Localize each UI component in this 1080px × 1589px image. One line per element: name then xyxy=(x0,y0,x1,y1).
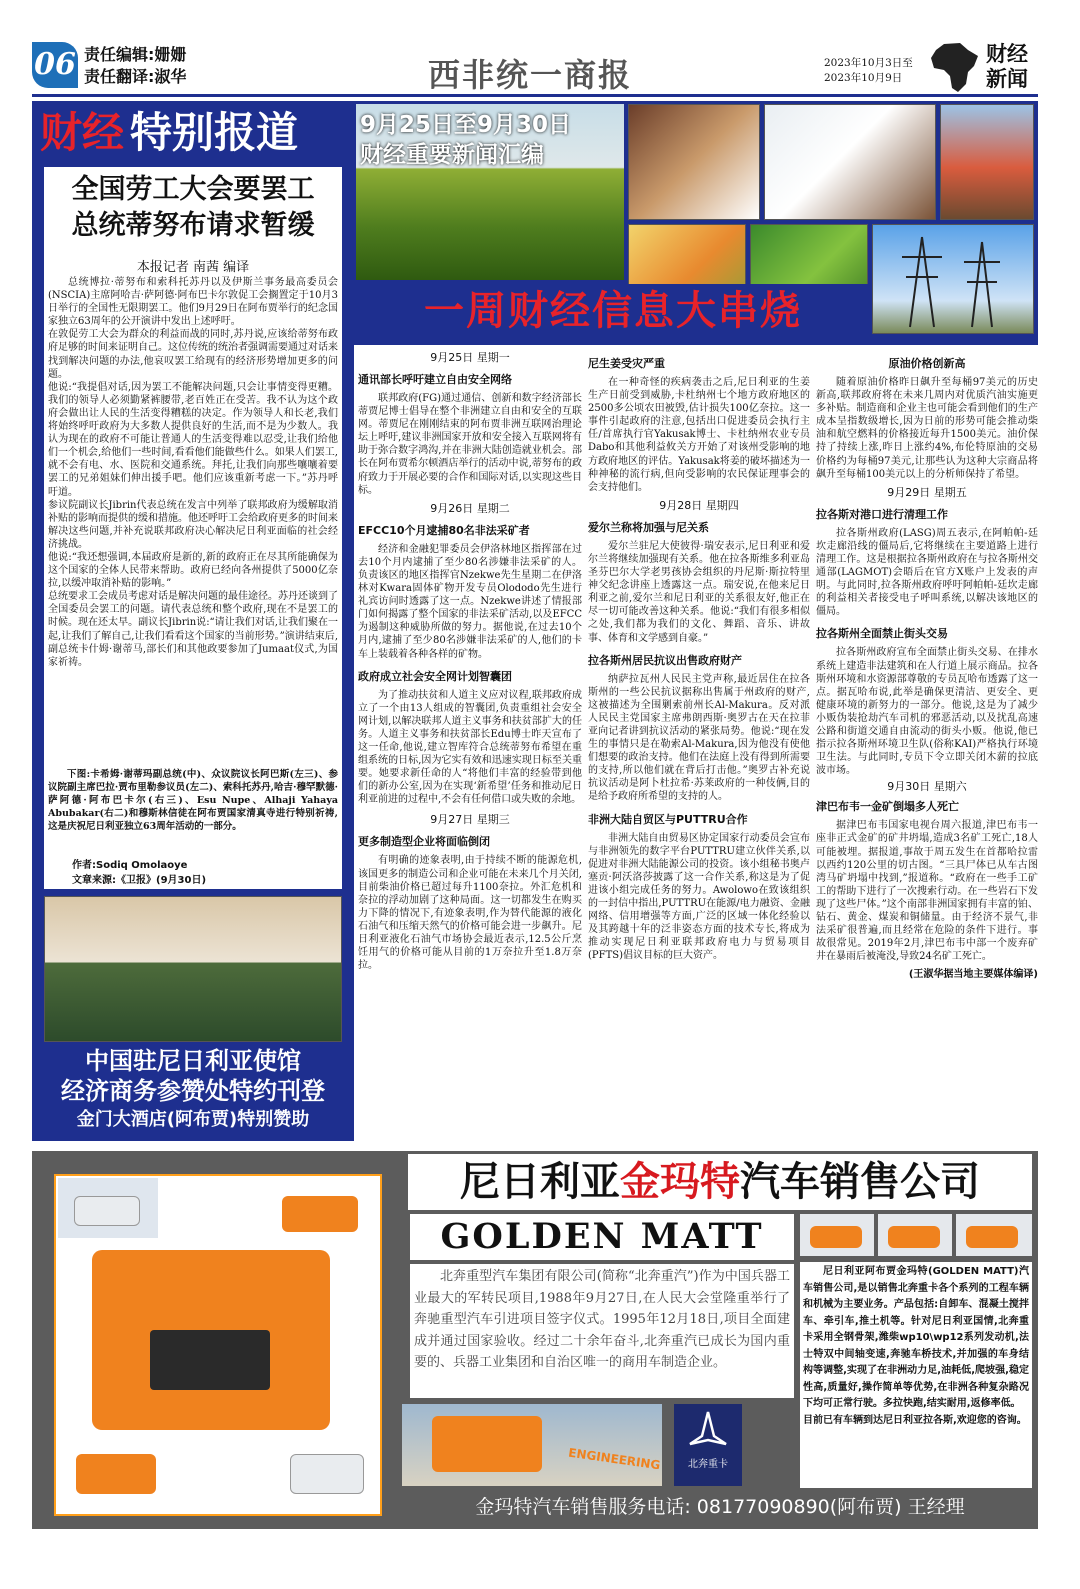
news-headline: 政府成立社会安全网计划智囊团 xyxy=(358,669,512,683)
ad-small-truck-2 xyxy=(878,1214,952,1256)
lead-byline: 本报记者 南茜 编译 xyxy=(136,260,250,275)
section-label: 财经 新闻 xyxy=(986,42,1028,91)
ad-description: 尼日利亚阿布贾金玛特(GOLDEN MATT)汽车销售公司,是以销售北奔重卡各个系列的工程车辆和机械为主要业务。产品包括:自卸车、混凝土搅拌车、牵引车,推土机等。针对尼日利亚国情,北奔重卡采用全钢骨架,潍柴wp10\wp12系列发动机,法士特双中间轴变速,奔驰车桥技术,并加强的车身结构等调整,实现了在非洲动力足,油耗低,爬坡强,稳定性高,质量好,操作简单等优势,在非洲各种复杂路况下均可正常行驶。多拉快跑,结实耐用,返修率低。 目前已有车辆到达尼日利亚拉各斯,欢迎您的咨询。 xyxy=(800,1262,1032,1488)
ad-small-truck-1 xyxy=(800,1214,874,1256)
news-headline: 津巴布韦一金矿倒塌多人死亡 xyxy=(816,800,959,814)
date-header: 9月27日 星期三 xyxy=(430,813,510,827)
ad-phone-line: 金玛特汽车销售服务电话: 08177090890(阿布贾) 王经理 xyxy=(475,1496,965,1518)
lead-source: 文章来源:《卫报》(9月30日) xyxy=(72,875,207,886)
africa-map-icon xyxy=(930,42,980,94)
lead-author: 作者:Sodiq Omolaoye xyxy=(72,860,188,871)
prayer-photo xyxy=(44,896,342,1042)
people-photo xyxy=(628,104,760,220)
date-header: 9月29日 星期五 xyxy=(887,485,967,499)
beiben-logo: 北奔重卡 xyxy=(674,1404,742,1486)
news-body: 拉各斯州政府(LASG)周五表示,在阿帕帕-廷坎走廊沿线的僵局后,它将继续在主要道路上进行清理工作。这是根据拉各斯州政府在与拉各斯州交通部(LAGMOT)会晤后在官方X账户上发表的声明。与此同时,拉各斯州政府呼吁阿帕帕-廷坎走廊的利益相关者接受电子呼叫系统,以解决该地区的僵局。 xyxy=(816,527,1038,618)
ad-truck-fleet-photo xyxy=(402,1404,662,1486)
news-body: 非洲大陆自由贸易区协定国家行动委员会宣布与非洲领先的数字平台PUTTRU建立伙伴关系,以促进对非洲大陆能源公司的投资。该小组秘书奥卢塞贡·阿沃洛莎披露了这一合作关系,称这是为了促进该小组完成任务的努力。Awolowo在致该组织的一封信中指出,PUTTRU在能源/电力融资、金融网络、信用增强等方面,广泛的区域一体化经验以及其跨越十年的泛非姿态方面的技术专长,将成为推动实现尼日利亚联邦政府电力与贸易项目(PFTS)倡议目标的巨大资产。 xyxy=(588,832,810,962)
truck-thumb-1 xyxy=(58,1178,158,1238)
ad-intro-text: 北奔重型汽车集团有限公司(简称“北奔重汽”)作为中国兵器工业最大的军转民项目,1988年9月27日,在人民大会堂隆重举行了奔驰重型汽车引进项目签字仪式。1995年12月18日,项目全面建成并通过国家验收。经过二十余年奋斗,北奔重汽已成长为国内重要的、兵器工业集团和自治区唯一的商用车制造企业。 xyxy=(410,1264,794,1398)
news-body: 随着原油价格昨日飙升至每桶97美元的历史新高,联邦政府将在未来几周内对优质汽油实施更多补贴。制造商和企业主也可能会看到他们的生产成本呈指数级增长,因为日前的形势可能会推动柴油和航空燃料的价格接近每升1500美元。油价保持了持续上涨,昨日上涨约4%,布伦特原油的交易价格约为每桶97美元,让那些认为这种大宗商品将飙升至每桶100美元以上的分析师保持了希望。 xyxy=(816,377,1038,480)
lead-caption: 下图:卡希姆·谢蒂玛副总统(中)、众议院议长阿巴斯(左三)、参议院副主席巴拉·贾布里勒参议员(左二)、索科托苏丹,哈吉·穆罕默德·萨阿德·阿布巴卡尔(右三)、Esu Nupe、Alhaji Yahaya Abubakar(右二)和穆斯林信徒在阿布贾国家清真寺进行特别祈祷,这是庆祝尼日利亚独立63周年活动的一部分。 xyxy=(48,769,338,832)
truck-thumb-3 xyxy=(64,1440,168,1506)
news-body: 在一种奇怪的疾病袭击之后,尼日利亚的生姜生产日前受到威胁,卡杜纳州七个地方政府地区的2500多公顷农田被毁,估计损失100亿奈拉。这一事件引起政府的注意,包括出口促进委员会执行主任/首席执行官Yakusak博士、卡杜纳州农业专员Dabo和其他利益攸关方开始了对该州受影响的地方政府地区的评估。Yakusak将姜的破坏描述为一种神秘的流行病,但向受影响的农民保证理事会的会支持他们。 xyxy=(588,377,810,493)
news-headline: EFCC10个月逮捕80名非法采矿者 xyxy=(358,523,530,537)
summary-title: 9月25日至9月30日 财经重要新闻汇编 xyxy=(360,112,572,168)
date-header: 9月25日 星期一 xyxy=(430,351,510,364)
pylon-icon xyxy=(892,232,1012,332)
news-headline: 原油价格创新高 xyxy=(888,357,966,370)
news-headline: 爱尔兰称将加强与尼关系 xyxy=(588,520,709,534)
news-body: 为了推动扶贫和人道主义应对议程,联邦政府成立了一个由13人组成的智囊团,负责重组社会安全网计划,以解决联邦人道主义事务和扶贫部扩大的任务。人道主义事务和扶贫部长Edu博士昨天宣布了这一任命,他说,建立智库符合总统蒂努布希望在重组系统的日标,因为它实有效和迅速实现日标至关重要。她要求新任命的人“将他们丰富的经验带到他们的新办公室,因为在实现‘新希望’任务和推动尼日利亚前进的过程中,不会有任何借口或失败的余地。 xyxy=(358,689,582,806)
truck-thumb-4 xyxy=(276,1440,376,1506)
children-photo xyxy=(940,104,1034,220)
sponsor-block: 中国驻尼日利亚使馆 经济商务参赞处特约刊登 金门大酒店(阿布贾)特别赞助 xyxy=(61,1047,325,1130)
main-truck-grille xyxy=(150,1330,270,1390)
credit-line: (王淑华据当地主要媒体编译) xyxy=(908,969,1038,981)
lead-title: 全国劳工大会要罢工 总统蒂努布请求暂缓 xyxy=(71,174,315,241)
news-headline: 拉各斯对港口进行清理工作 xyxy=(816,507,948,521)
news-column-1 xyxy=(358,350,582,1140)
news-body: 有明确的迹象表明,由于持续不断的能源危机,该国更多的制造公司和企业可能在未来几个月关闭,目前柴油价格已超过每升1100奈拉。外汇危机和奈拉的浮动加剧了这种局面。这一切都发生在购买力下降的情况下,有迹象表明,作为替代能源的液化石油气和压缩天然气的价格可能会进一步飙升。尼日利亚液化石油气市场协会最近表示,12.5公斤烹饪用气的价格可能从目前的1万奈拉升至1.8万奈拉。 xyxy=(358,855,582,972)
lead-body: 总统博拉·蒂努布和索科托苏丹以及伊斯兰事务最高委员会(NSCIA)主席阿哈吉·萨阿德·阿布巴卡尔敦促工会搁置定于10月3日举行的全国性无限期罢工。他们9月29日在阿布贾举行的纪念国家独立63周年的公开演讲中发出上述呼吁。 在敦促劳工大会为群众的利益而战的同时,苏丹说,应该给蒂努布政府足够的时间来证明自己。这位传统的统治者强调需要通过对话来找到解决问题的办法,他哀叹罢工给现有的经济形势增加更多的问题。 他说:“我提倡对话,因为罢工不能解决问题,只会让事情变得更糟。我们的领导人必须勤紧裤腰带,老百姓正在受苦。我不认为这个政府会做出让人民的生活变得糟糕的决定。作为领导人和长老,我们将始终呼吁政府为大多数人提供良好的生活,而不是为少数人。我认为现在的政府不可能让普通人的生活变得难以忍受,让我们给他们一个机会,给他们一些时间,看看他们能做些什么。如果人们罢工,就不会有电、水、医院和交通系统。拜托,让我们向那些嚷嚷着要罢工的兄弟姐妹们伸出援手吧。他们应该重新考虑一下。”苏丹呼吁道。 参议院副议长Jibrin代表总统在发言中列举了联邦政府为缓解取消补贴的影响而提供的缓和措施。他还呼吁工会给政府更多的时间来解决这些问题,并补充说联邦政府决心解决尼日利亚面临的社会经济挑战。 他说:“我还想强调,本届政府是新的,新的政府正在尽其所能确保为这个国家的全体人民带来帮助。政府已经向各州提供了5000亿奈拉,以缓冲取消补贴的影响。” 总统要求工会成员考虑对话是解决问题的最佳途径。苏丹还谈到了全国委员会罢工的问题。请代表总统和整个政府,现在不是罢工的时候。现在还太早。副议长Jibrin说:“请让我们对话,让我们聚在一起,让我们了解自己,让我们看看这个国家的当前形势。”演讲结束后,副总统卡什姆·谢蒂马,部长们和其他政要参加了Jumaat仪式,为国家祈祷。 xyxy=(48,277,338,668)
beiben-star-icon xyxy=(688,1410,728,1454)
news-headline: 非洲大陆自贸区与PUTTRU合作 xyxy=(588,812,748,826)
ad-english-name: GOLDEN MATT xyxy=(410,1214,794,1260)
news-headline: 拉各斯州居民抗议出售政府财产 xyxy=(588,653,742,667)
news-headline: 尼生姜受灾严重 xyxy=(588,357,665,370)
feature-banner-title: 财经 特别报道 xyxy=(40,108,299,157)
date-header: 9月28日 星期四 xyxy=(659,498,739,512)
news-body: 联邦政府(FG)通过通信、创新和数字经济部长蒂贾尼博士倡导在整个非洲建立自由和安全的互联网。蒂贾尼在刚刚结束的阿布贾非洲互联网治理论坛上呼吁,建议非洲国家开放和安全接入互联网将有助于弥合数字鸿沟,并在非洲大陆创造就业机会。部长在阿布贾希尔顿酒店举行的活动中说,蒂努布的政府致力于开展必要的合作和国际对话,以实现这些目标。 xyxy=(358,393,582,496)
ad-company-title: 尼日利亚金玛特汽车销售公司 xyxy=(408,1154,1032,1210)
news-column-3 xyxy=(816,350,1038,1140)
news-body: 拉各斯州政府宣布全面禁止街头交易、在排水系统上建造非法建筑和在人行道上展示商品。拉各斯州环境和水资源部尊敬的专员瓦哈布透露了这一点。据瓦哈布说,此举是确保更清洁、更安全、更健康环境的新努力的一部分。他说,这是为了减少小贩伪装抢劫汽车司机的邪恶活动,以及扰乱高速公路和街道交通自由流动的街头小贩。他说,他已指示拉各斯州环境卫生队(俗称KAI)严格执行环境卫生法。与此同时,专员下令立即关闭木薪的拉底波市场。 xyxy=(816,647,1038,777)
translator-credit: 责任翻译:淑华 xyxy=(84,67,187,86)
news-headline: 通讯部长呼吁建立自由安全网络 xyxy=(358,373,512,386)
masthead: 西非统一商报 xyxy=(427,56,632,94)
news-body: 爱尔兰驻尼大使彼得·瑞安表示,尼日利亚和爱尔兰将继续加强现有关系。他在拉各斯维多利亚岛圣芬巴尔大学老男孩协会组织的丹尼斯·斯拉特里神父纪念讲座上透露这一点。瑞安说,在他来尼日利亚之前,爱尔兰和尼日利亚的关系很友好,他正在尽一切可能改善这种关系。他说:“我们有很多相似之处,我们都为我们的文化、舞蹈、音乐、讲故事、体育和文学感到自豪。” xyxy=(588,540,810,644)
news-body: 经济和金融犯罪委员会伊洛林地区指挥部在过去10个月内逮捕了至少80名涉嫌非法采矿的人。负责该区的地区指挥官Nzekwe先生星期二在伊洛林对Kwara固体矿物开发专员Olododo先生进行礼宾访问时透露了这一点。Nzekwe讲述了情报部门如何揭露了整个国家的非法采矿活动,以及EFCC为遏制这种威胁所做的努力。据他说,在过去10个月内,逮捕了至少80名涉嫌非法采矿的人,他们的卡车上装载着各种各样的矿物。 xyxy=(358,543,582,660)
news-column-2 xyxy=(588,350,810,1140)
issue-date: 2023年10月3日至 2023年10月9日 xyxy=(824,57,913,84)
ad-small-truck-3 xyxy=(956,1214,1032,1256)
news-body: 纳萨拉瓦州人民民主党声称,最近居住在拉各斯州的一些公民抗议据称出售属于州政府的财产,这被描述为全围剿索前州长Al-Makura。反对派人民民主党国家主席弗朗西斯·奥罗古在天在拉菲亚向记者讲到抗议活动的紧张局势。他说:“现在发生的事情只是在勒索Al-Makura,因为他没有使他们想要的政治支持。他们在法庭上没有得到所需要的支持,所以他们就在背后打击他。”奥罗古补充说抗议活动是阿卜杜拉希·苏莱政府的一种伎俩,目的是给予政府所希望的支持的人。 xyxy=(588,673,810,803)
news-body: 据津巴布韦国家电视台周六报道,津巴布韦一座非正式金矿的矿井坍塌,造成3名矿工死亡,18人可能被埋。据报道,事故于周五发生在首都哈拉雷以西约120公里的切古图。“三具尸体已从车古图湾马矿坍塌中找到,”报道称。“政府在一些手工矿工的帮助下进行了一次搜索行动。在一些岩石下发现了这些尸体。”这个南部非洲国家拥有丰富的铂、钻石、黄金、煤炭和铜储量。由于经济不景气,非法采矿很普遍,而且经常在危险的条件下进行。事故很常见。2019年2月,津巴布韦中部一个废弃矿井在暴雨后被淹没,导致24名矿工死亡。 xyxy=(816,820,1038,963)
editor-credit: 责任编辑:姗姗 xyxy=(84,45,187,64)
header-rule xyxy=(32,94,1038,97)
truck-thumb-2 xyxy=(262,1178,378,1248)
news-headline: 更多制造型企业将面临倒闭 xyxy=(358,835,490,849)
page-number-badge: 06 xyxy=(32,42,78,88)
date-header: 9月26日 星期二 xyxy=(430,501,510,515)
date-header: 9月30日 星期六 xyxy=(887,780,967,794)
ad-engineering-label: ENGINEERING xyxy=(567,1445,662,1473)
weekly-title: 一周财经信息大串烧 xyxy=(424,288,802,334)
doctor-photo xyxy=(764,104,936,220)
news-headline: 拉各斯州全面禁止街头交易 xyxy=(816,627,948,641)
